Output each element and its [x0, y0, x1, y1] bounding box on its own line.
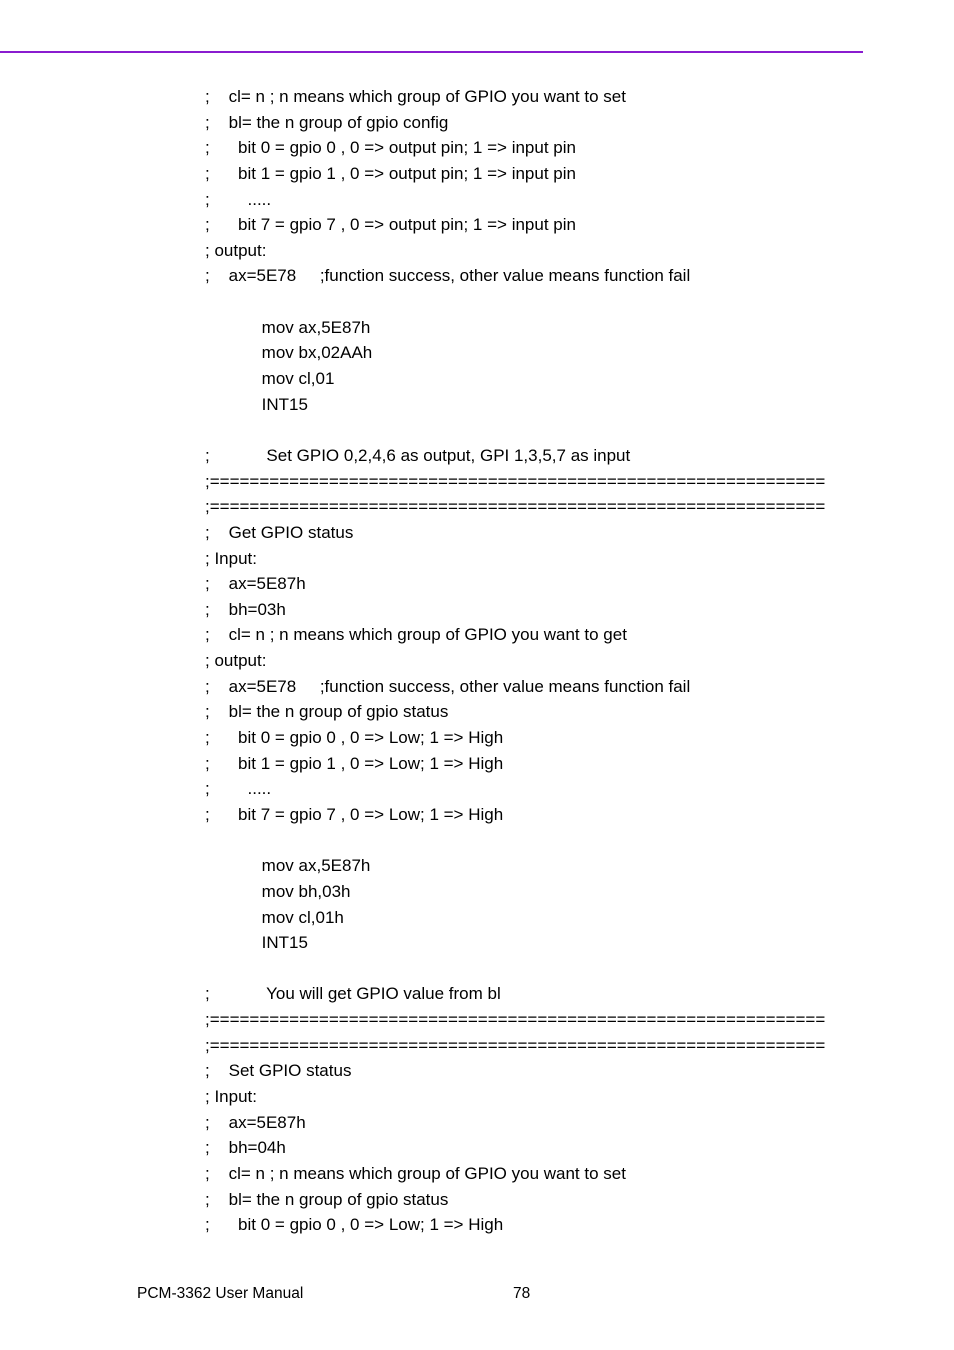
code-line: mov ax,5E87h	[205, 317, 371, 337]
code-line: ; bit 7 = gpio 7 , 0 => Low; 1 => High	[205, 804, 504, 824]
code-line: mov bh,03h	[205, 881, 351, 901]
code-line: ; ax=5E78 ;function success, other value means function fail	[205, 676, 691, 696]
code-line: mov cl,01	[205, 369, 335, 389]
code-line: ; output:	[205, 240, 267, 260]
code-line: ; ax=5E87h	[205, 574, 306, 594]
code-line: ; bit 1 = gpio 1 , 0 => Low; 1 => High	[205, 753, 504, 773]
footer-page-number: 78	[513, 1285, 531, 1302]
code-line	[205, 289, 865, 315]
code-line: ; .....	[205, 779, 272, 799]
code-line	[205, 828, 865, 854]
separator-line: ;==============================================================	[205, 497, 826, 517]
code-line: ; Set GPIO 0,2,4,6 as output, GPI 1,3,5,7 as input	[205, 445, 631, 465]
code-line	[205, 956, 865, 982]
separator-line: ;==============================================================	[205, 1010, 826, 1030]
separator-line: ;==============================================================	[205, 471, 826, 491]
code-line: ; bit 0 = gpio 0 , 0 => Low; 1 => High	[205, 728, 504, 748]
code-line: ; bl= the n group of gpio status	[205, 1189, 449, 1209]
header-rule	[0, 51, 863, 53]
code-line: ; bit 0 = gpio 0 , 0 => output pin; 1 => input pin	[205, 138, 576, 158]
code-listing	[205, 84, 865, 1238]
code-line: ; bh=03h	[205, 599, 286, 619]
code-line: ; cl= n ; n means which group of GPIO you want to set	[205, 87, 626, 106]
code-line: ; ax=5E87h	[205, 1112, 306, 1132]
code-line: ; cl= n ; n means which group of GPIO you want to get	[205, 625, 627, 645]
code-line: ; bh=04h	[205, 1138, 286, 1158]
footer-manual-title: PCM-3362 User Manual	[137, 1285, 304, 1302]
code-line: ; Set GPIO status	[205, 1061, 352, 1081]
code-line: ; bit 7 = gpio 7 , 0 => output pin; 1 => input pin	[205, 215, 576, 235]
code-line: ; .....	[205, 189, 272, 209]
code-line: ; Input:	[205, 548, 257, 568]
code-line: ; cl= n ; n means which group of GPIO you want to set	[205, 1163, 626, 1183]
code-line: mov bx,02AAh	[205, 343, 373, 363]
code-line: INT15	[205, 394, 308, 414]
code-line: ; bit 0 = gpio 0 , 0 => Low; 1 => High	[205, 1215, 504, 1235]
code-line: ; Input:	[205, 1086, 257, 1106]
code-line: ; You will get GPIO value from bl	[205, 984, 501, 1004]
code-line	[205, 417, 865, 443]
code-line: mov ax,5E87h	[205, 856, 371, 876]
code-line: ; output:	[205, 651, 267, 671]
code-line: ; ax=5E78 ;function success, other value means function fail	[205, 266, 691, 286]
code-line: ; Get GPIO status	[205, 522, 354, 542]
separator-line: ;==============================================================	[205, 1035, 826, 1055]
code-line: ; bl= the n group of gpio status	[205, 702, 449, 722]
code-line: ; bit 1 = gpio 1 , 0 => output pin; 1 => input pin	[205, 163, 576, 183]
code-line: ; bl= the n group of gpio config	[205, 112, 449, 132]
code-line: INT15	[205, 933, 308, 953]
code-line: mov cl,01h	[205, 907, 344, 927]
